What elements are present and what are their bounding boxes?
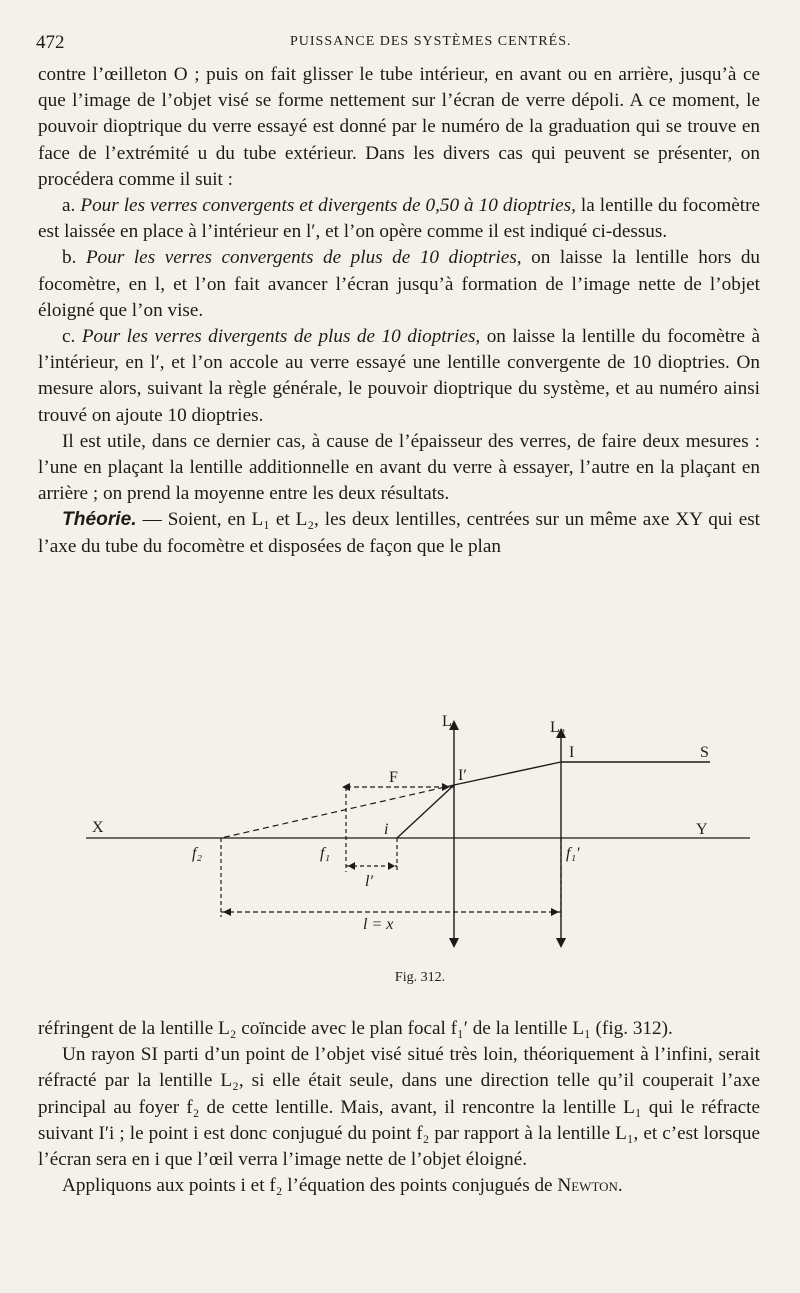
case-title: Pour les verres divergents de plus de 10 dioptries, [81,326,481,348]
theorie-text: — Soient, en L₁ et L₂, les deux lentilles, centrées sur un même axe XY qui est l’axe du tube du focomètre et disposées de façon que le plan [38,509,761,557]
arrow [348,862,355,870]
ray-extension-f2 [221,785,454,838]
label-i-prime: I′ [458,767,467,784]
label-x: X [92,819,104,836]
paragraph: réfringent de la lentille L₂ coïncide avec le plan focal f₁′ de la lentille L₁ (fig. 312). [38,1018,673,1039]
theorie-label: Théorie. [62,509,137,531]
case-marker: c. [62,326,76,348]
paragraph: Un rayon SI parti d’un point de l’objet visé situé très loin, théoriquement à l’infini, serait réfracté par la lentille L₂, si elle était seule, dans une direction telle qu’il couperait l’axe principal au foyer f₂ de cette lentille. Mais, avant, il rencontre la lentille L₁ qui le réfracte suivant I′i ; le point i est donc conjugué du point f₂ par rapport à la lentille L₁, et c’est lorsque l’écran sera en i que l’œil verra l’image nette de l’objet éloigné. [38,1044,760,1171]
case-b [38,245,760,324]
page-header [32,30,772,54]
figure-caption: Fig. 312. [394,970,446,985]
case-title: Pour les verres convergents de plus de 10 dioptries, [85,247,522,269]
arrow [388,862,395,870]
text-block-bottom [38,1016,760,1199]
label-f1-prime: f₁′ [566,845,580,862]
paragraph-text: Appliquons aux points i et f₂ l’équation des points conjugués de [62,1175,553,1197]
label-f2: f₂ [192,845,203,862]
label-l2: L₂ [550,719,566,736]
label-l1: L₁ [442,713,458,730]
lens-l1-bottom-arrow [449,938,459,948]
case-text: la lentille du focomètre est laissée en place à l’intérieur en l′, et l’on opère comme il est indiqué ci-dessus. [38,195,761,243]
label-l-eq-x: l = x [363,916,394,933]
ray-iprime-i [397,785,454,838]
running-title: PUISSANCE DES SYSTÈMES CENTRÉS. [290,34,572,49]
label-f1: f₁ [320,845,331,862]
paragraph-final [38,1173,760,1199]
case-title: Pour les verres convergents et divergents de 0,50 à 10 dioptries, [80,195,576,217]
case-marker: b. [62,247,77,269]
case-marker: a. [62,195,76,217]
optics-diagram [80,712,760,967]
arrow [223,908,231,916]
ray-i-iprime [454,762,561,785]
label-s: S [700,744,709,761]
case-text: on laisse la lentille du focomètre à l’intérieur, en l′, et l’on accole au verre essayé une lentille convergente de 10 dioptries. On mesure alors, suivant la règle générale, le pouvoir dioptrique du système, et au numéro ainsi trouvé on ajoute 10 dioptries. [38,326,761,426]
figure-312 [80,712,760,1002]
text-block-top [38,62,760,560]
paragraph: Il est utile, dans ce dernier cas, à cause de l’épaisseur des verres, de faire deux mesures : l’une en plaçant la lentille additionnelle en avant du verre à essayer, l’autre en la plaçant en arrière ; on prend la moyenne entre les deux résultats. [38,430,760,505]
theorie-paragraph [38,507,760,559]
newton-name: Newton. [557,1175,623,1197]
arrow [551,908,559,916]
case-a [38,193,760,245]
label-y: Y [696,821,708,838]
label-i-upper: I [569,744,575,761]
case-c [38,324,760,429]
page-number: 472 [36,32,65,53]
label-f: F [389,769,398,786]
lens-l2-bottom-arrow [556,938,566,948]
label-i-lower: i [384,821,389,838]
case-text: on laisse la lentille hors du focomètre, en l, et l’on fait avancer l’écran jusqu’à formation de l’image nette de l’objet éloigné que l’on vise. [38,247,761,321]
label-l-prime: l′ [365,873,373,890]
paragraph: contre l’œilleton O ; puis on fait glisser le tube intérieur, en avant ou en arrière, jusqu’à ce que l’image de l’objet visé se forme nettement sur l’écran de verre dépoli. A ce moment, le pouvoir dioptrique du verre essayé est donné par le numéro de la graduation qui se trouve en face de l’extrémité u du tube extérieur. Dans les divers cas qui peuvent se présenter, on procédera comme il suit : [38,64,760,190]
